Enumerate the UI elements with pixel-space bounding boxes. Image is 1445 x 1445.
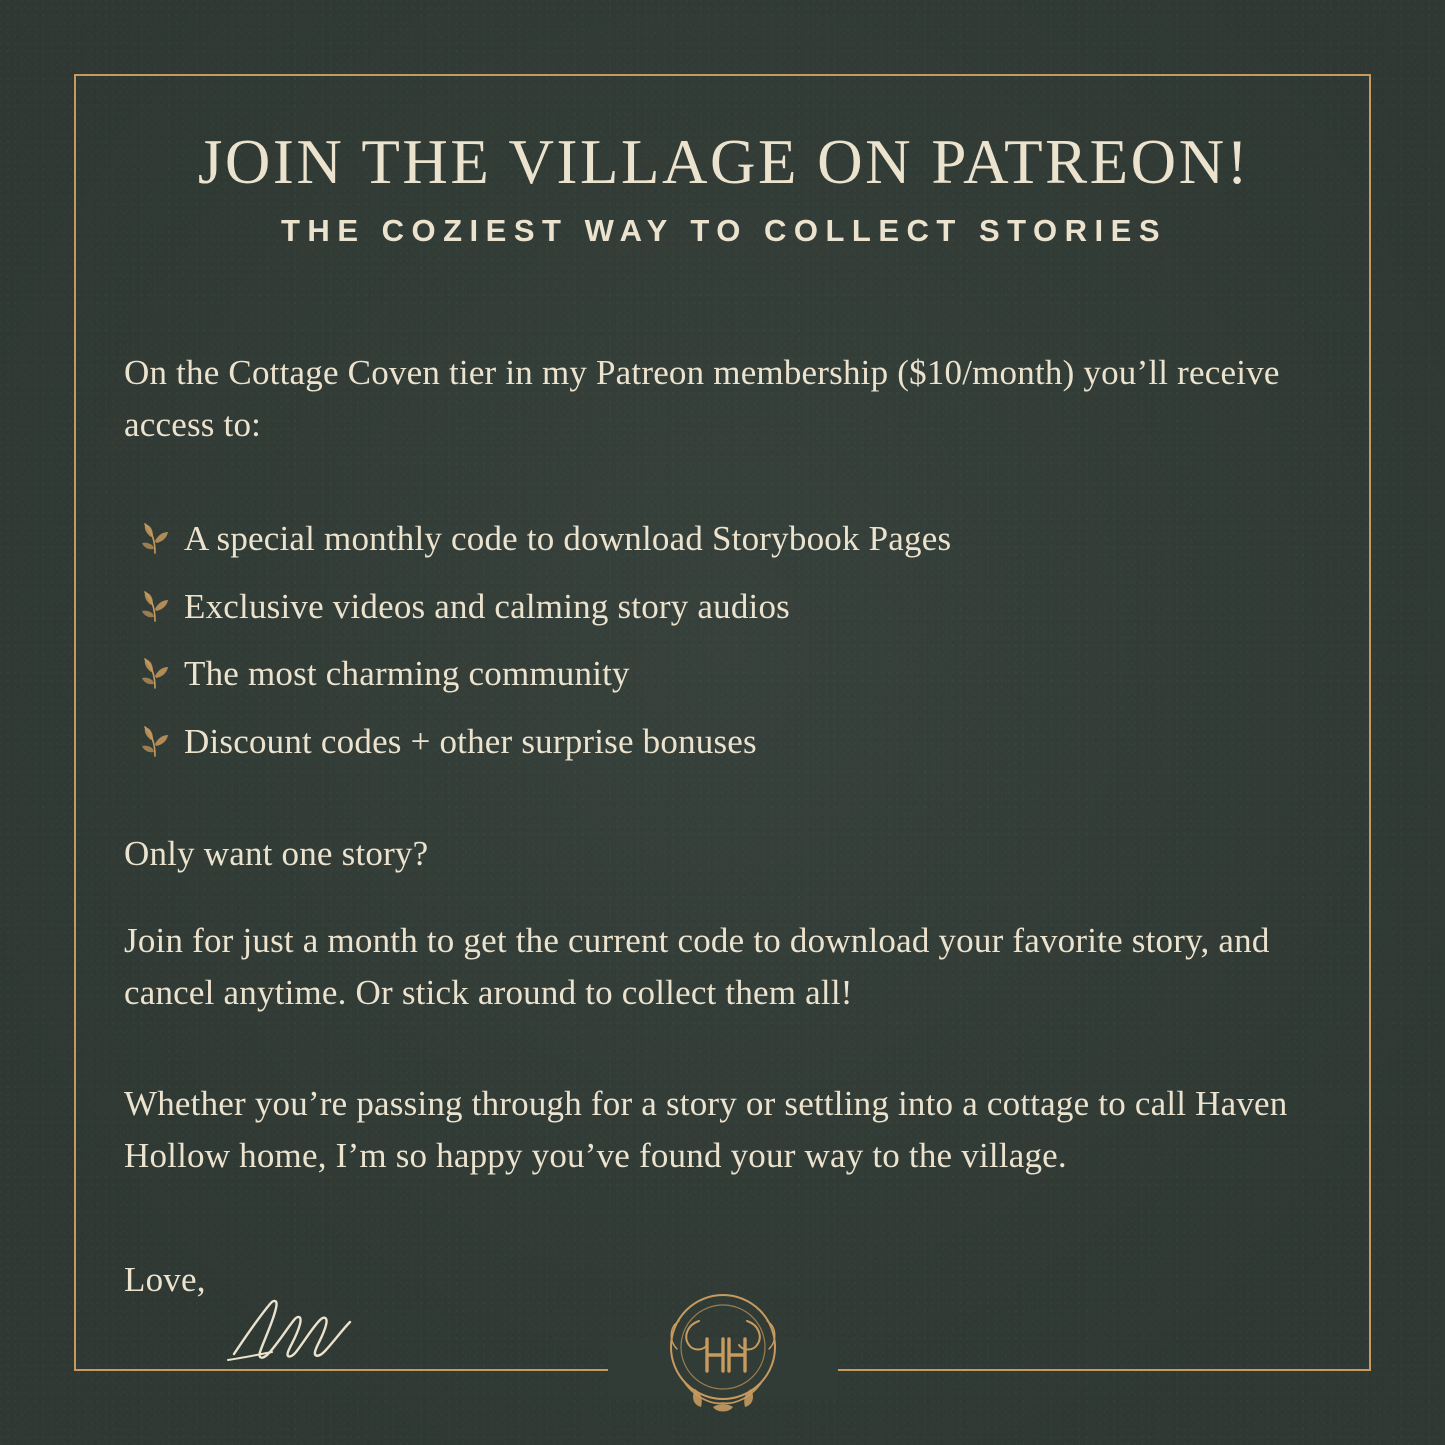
list-item xyxy=(138,581,1324,633)
leaf-icon xyxy=(138,519,172,555)
leaf-icon xyxy=(138,654,172,690)
closing-paragraph: Whether you’re passing through for a story or settling into a cottage to call Haven Hollow home, I’m so happy you’ve found your way to the village. xyxy=(124,1084,1288,1176)
haven-hollow-logo xyxy=(633,1265,813,1435)
question-answer: Join for just a month to get the current code to download your favorite story, and cancel anytime. Or stick around to collect them all! xyxy=(124,920,1270,1012)
list-item xyxy=(138,513,1324,565)
benefit-label: A special monthly code to download Storybook Pages xyxy=(184,518,952,558)
leaf-icon xyxy=(138,722,172,758)
list-item xyxy=(138,648,1324,700)
page-subtitle: THE COZIEST WAY TO COLLECT STORIES xyxy=(281,213,1167,249)
question-line: Only want one story? xyxy=(124,834,429,874)
benefit-label: Exclusive videos and calming story audios xyxy=(184,586,791,626)
intro-paragraph: On the Cottage Coven tier in my Patreon membership ($10/month) you’ll receive access to: xyxy=(124,353,1280,445)
poster-content xyxy=(124,128,1324,1375)
benefit-label: Discount codes + other surprise bonuses xyxy=(184,722,757,762)
benefit-label: The most charming community xyxy=(184,654,630,694)
list-item xyxy=(138,716,1324,768)
leaf-icon xyxy=(138,587,172,623)
benefits-list xyxy=(124,513,1324,768)
page-title: JOIN THE VILLAGE ON PATREON! xyxy=(197,127,1251,197)
signoff-label: Love, xyxy=(124,1260,206,1300)
